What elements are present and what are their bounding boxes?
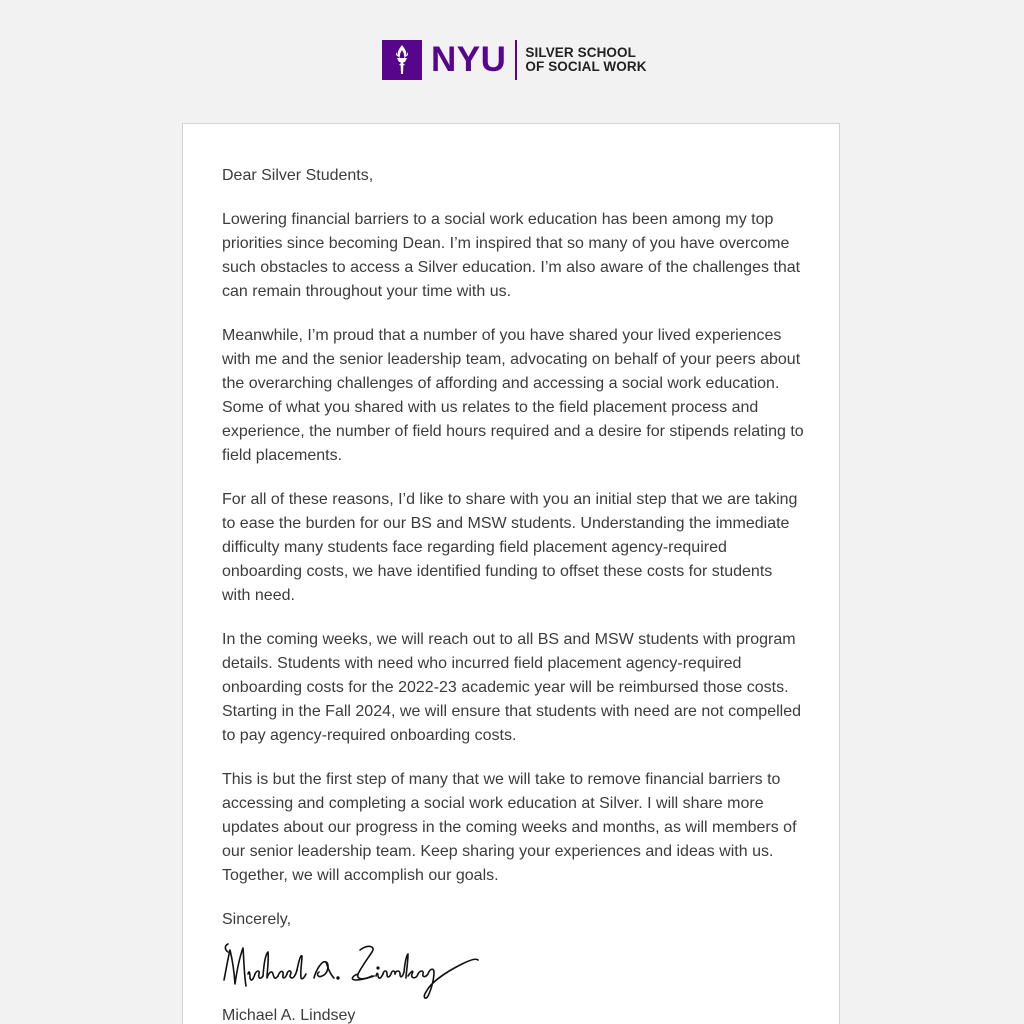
torch-icon [382,40,422,80]
paragraph-5: This is but the first step of many that we will take to remove financial barriers to accessing and completing a social work education at Silver. I will share more updates about our progress in the coming weeks and months, as will members of our senior leadership team. Keep sharing your experiences and ideas with us. Together, we will accomplish our goals. [222,771,797,884]
paragraph-1: Lowering financial barriers to a social work education has been among my top priorities since becoming Dean. I’m inspired that so many of you have overcome such obstacles to access a Silver education. I’m also aware of the challenges that can remain throughout your time with us. [222,211,801,300]
school-name-line2: OF SOCIAL WORK [525,59,647,74]
school-name [525,46,646,74]
letter-body [222,164,804,1024]
paragraph-3: For all of these reasons, I’d like to share with you an initial step that we are taking to ease the burden for our BS and MSW students. Understanding the immediate difficulty many students face regarding field placement agency-required onboarding costs, we have identified funding to offset these costs for students with need. [222,491,798,604]
handwritten-signature [222,940,522,1004]
paragraph-2: Meanwhile, I’m proud that a number of you have shared your lived experiences with me and the senior leadership team, advocating on behalf of your peers about the overarching challenges of affording and accessing a social work education. Some of what you shared with us relates to the field placement process and experience, the number of field hours required and a desire for stipends relating to field placements. [222,327,804,464]
signer-name: Michael A. Lindsey [222,1007,356,1024]
salutation: Dear Silver Students, [222,167,374,184]
letter-card [182,123,840,1024]
school-name-line1: SILVER SCHOOL [525,45,636,60]
closing: Sincerely, [222,911,292,928]
nyu-silver-logo[interactable] [382,40,647,80]
paragraph-4: In the coming weeks, we will reach out to all BS and MSW students with program details. Students with need who incurred field placement agency-required onboarding costs for the 2022-23 academic year will be reimbursed those costs. Starting in the Fall 2024, we will ensure that students with need are not compelled to pay agency-required onboarding costs. [222,631,801,744]
email-header [0,0,1024,123]
nyu-wordmark: NYU [431,40,507,79]
logo-divider [515,40,517,80]
